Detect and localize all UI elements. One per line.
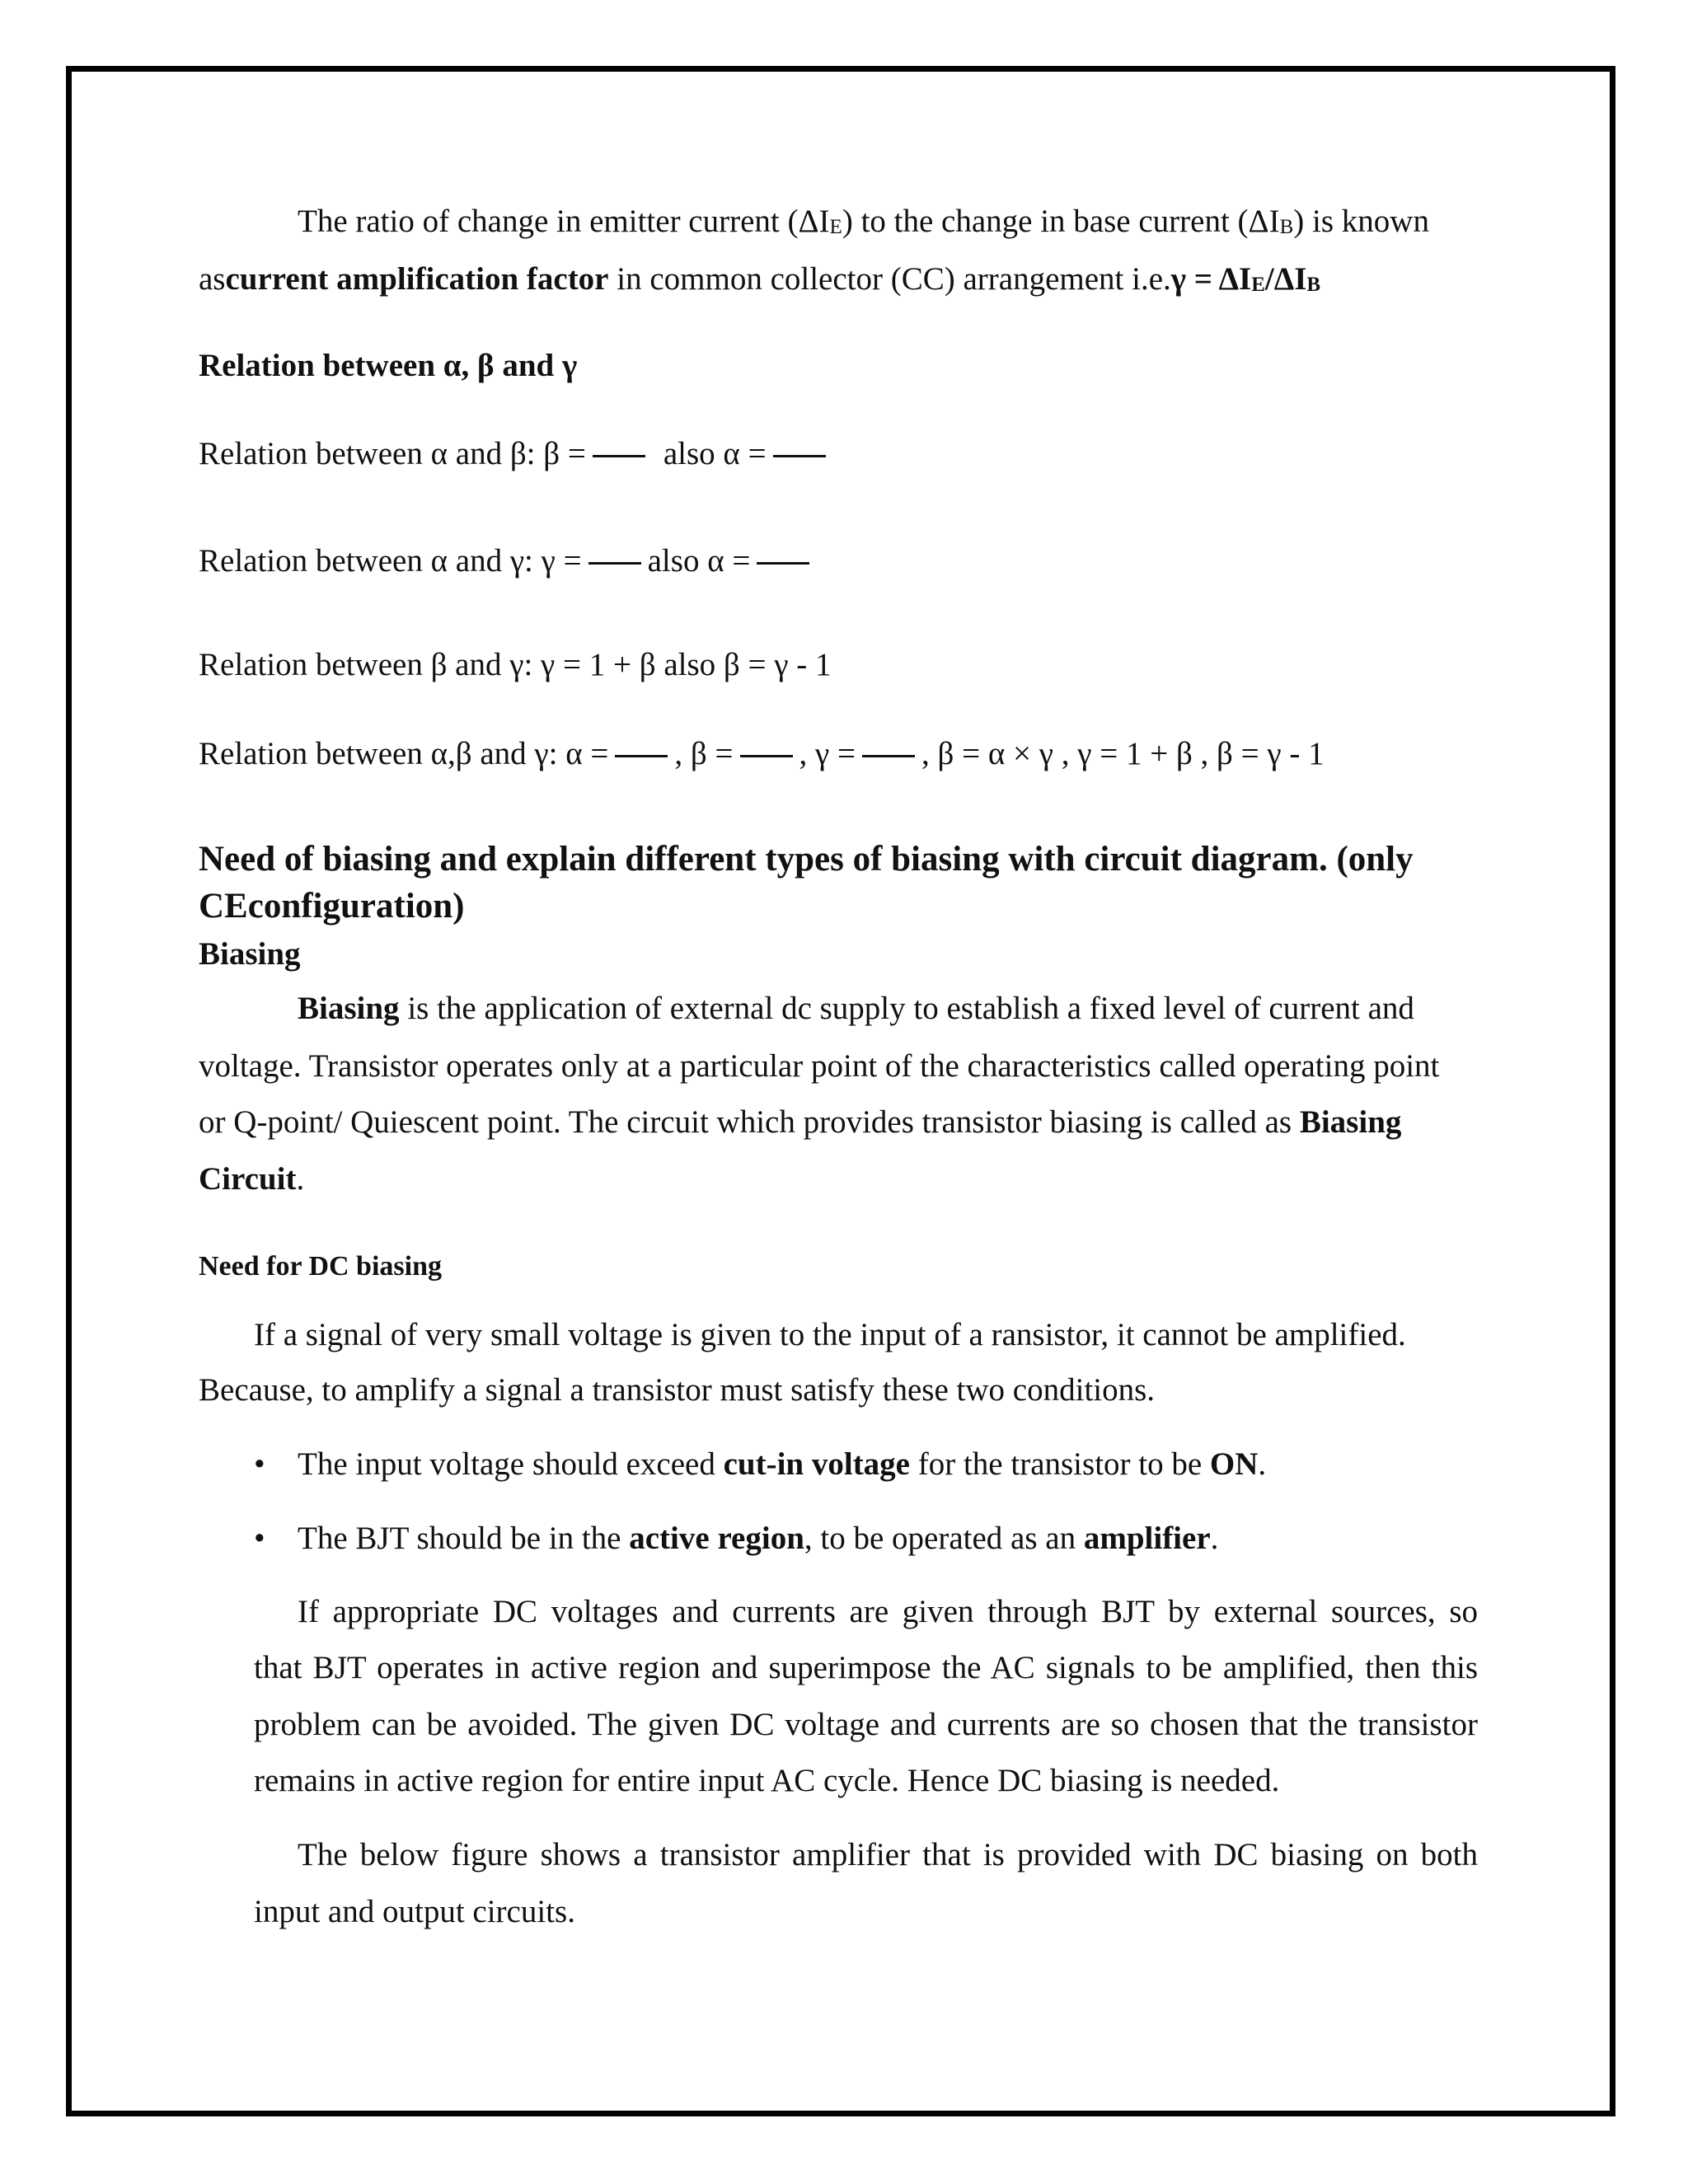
bold-term: amplifier <box>1083 1521 1211 1556</box>
text: also α = <box>663 436 767 471</box>
biasing-line-4 <box>199 1160 304 1199</box>
text: . <box>1210 1521 1219 1556</box>
text: ) to the change in base current (ΔI <box>842 204 1280 239</box>
biasing-line-1 <box>298 989 1414 1029</box>
text: . <box>296 1161 305 1197</box>
text: , β = α × γ , γ = 1 + β , β = γ - 1 <box>921 736 1325 771</box>
fraction-blank <box>862 755 915 757</box>
text: as <box>199 261 226 297</box>
bold-term: active region <box>629 1521 804 1556</box>
subscript: E <box>829 216 842 238</box>
fraction-blank <box>740 755 793 757</box>
relation-alpha-gamma <box>199 541 816 581</box>
text: , γ = <box>799 736 856 771</box>
text: also α = <box>647 543 751 579</box>
text: The BJT should be in the <box>298 1521 630 1556</box>
dc-biasing-heading: Need for DC biasing <box>199 1251 442 1282</box>
section-title-line-1: Need of biasing and explain different types of biasing with circuit diagram. (only <box>199 840 1414 879</box>
text: The input voltage should exceed <box>298 1446 724 1482</box>
relation-alpha-beta-gamma <box>199 734 1325 774</box>
fraction-blank <box>757 562 809 565</box>
dc-line-2: Because, to amplify a signal a transistor must satisfy these two conditions. <box>199 1372 1156 1408</box>
text: is the application of external dc supply to establish a fixed level of current and <box>399 991 1414 1026</box>
text: Relation between α,β and γ: α = <box>199 736 609 771</box>
biasing-line-3 <box>199 1103 1401 1142</box>
bold-term: Biasing <box>298 991 400 1026</box>
bold-term: ON <box>1209 1446 1259 1482</box>
text: , to be operated as an <box>804 1521 1084 1556</box>
gamma-definition-line-2 <box>199 260 1320 305</box>
text: in common collector (CC) arrangement i.e. <box>608 261 1171 297</box>
gamma-definition-line-1 <box>298 202 1429 247</box>
bullet-1-marker: • <box>254 1446 265 1482</box>
bold-term: cut-in voltage <box>723 1446 910 1482</box>
relation-alpha-beta <box>199 434 832 474</box>
fraction-blank <box>588 562 641 565</box>
text: Relation between α and γ: γ = <box>199 543 582 579</box>
fraction-blank <box>593 455 645 457</box>
text: or Q-point/ Quiescent point. The circuit which provides transistor biasing is called as <box>199 1104 1300 1140</box>
relations-heading: Relation between α, β and γ <box>199 348 578 383</box>
dc-line-1: If a signal of very small voltage is given to the input of a ransistor, it cannot be amplified. <box>254 1317 1406 1352</box>
bullet-2 <box>298 1519 1218 1558</box>
dc-p3-line-1: The below figure shows a transistor amplifier that is provided with DC biasing on both <box>298 1837 1478 1872</box>
text: , β = <box>674 736 734 771</box>
bold-term: Biasing <box>1299 1104 1402 1140</box>
dc-p2-line-2: that BJT operates in active region and superimpose the AC signals to be amplified, then this <box>254 1650 1478 1685</box>
bullet-1 <box>298 1445 1266 1484</box>
dc-p2-line-3: problem can be avoided. The given DC voltage and currents are so chosen that the transistor <box>254 1707 1478 1742</box>
text: . <box>1258 1446 1267 1482</box>
section-title-line-2: CEconfiguration) <box>199 887 465 926</box>
bullet-2-marker: • <box>254 1521 265 1556</box>
section-subtitle: Biasing <box>199 936 301 972</box>
bold-term: Circuit <box>199 1161 297 1197</box>
dc-p2-line-1: If appropriate DC voltages and currents are given through BJT by external sources, so <box>298 1594 1478 1629</box>
subscript: B <box>1279 216 1294 238</box>
biasing-line-2: voltage. Transistor operates only at a particular point of the characteristics called operating point <box>199 1048 1440 1084</box>
dc-p3-line-2: input and output circuits. <box>254 1894 575 1929</box>
relation-beta-gamma: Relation between β and γ: γ = 1 + β also β = γ - 1 <box>199 647 832 682</box>
text: The ratio of change in emitter current (ΔI <box>298 204 830 239</box>
fraction-blank <box>615 755 668 757</box>
dc-p2-line-4: remains in active region for entire input AC cycle. Hence DC biasing is needed. <box>254 1763 1280 1798</box>
text: Relation between α and β: β = <box>199 436 586 471</box>
text: for the transistor to be <box>910 1446 1210 1482</box>
fraction-blank <box>773 455 826 457</box>
bold-term: current amplification factor <box>225 261 609 297</box>
text: ) is known <box>1293 204 1429 239</box>
gamma-formula: γ = ΔIE/ΔIB <box>1170 261 1321 297</box>
